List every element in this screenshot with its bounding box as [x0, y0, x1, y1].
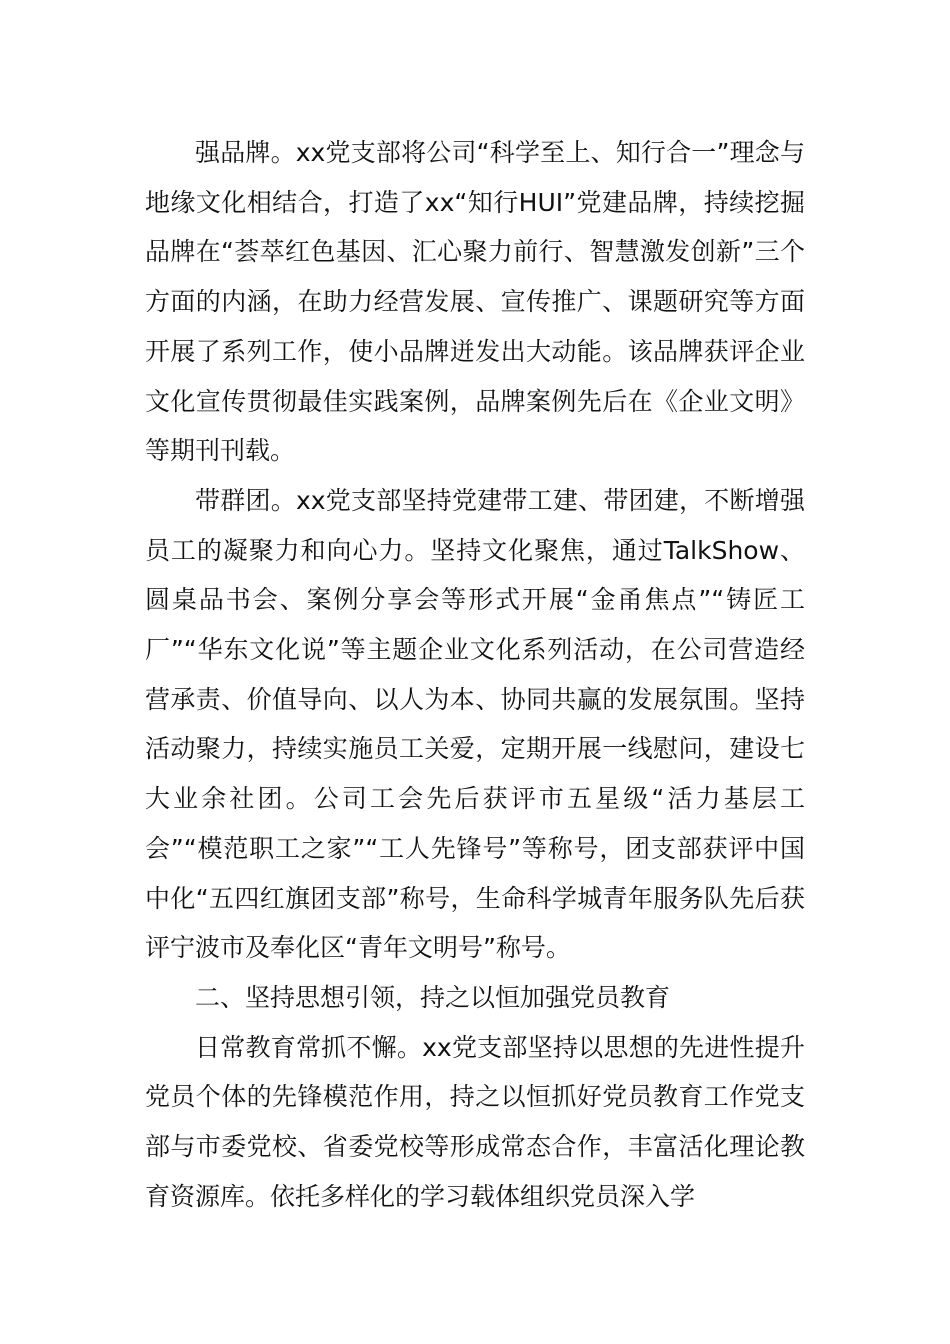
paragraph-brand: 强品牌。xx党支部将公司“科学至上、知行合一”理念与地缘文化相结合，打造了xx“知行HUI”党建品牌，持续挖掘品牌在“荟萃红色基因、汇心聚力前行、智慧激发创新”三个方面的内涵，在助力经营发展、宣传推广、课题研究等方面开展了系列工作，使小品牌迸发出大动能。该品牌获评企业文化宣传贯彻最佳实践案例，品牌案例先后在《企业文明》等期刊刊载。 [145, 138, 805, 466]
paragraph-team: 带群团。xx党支部坚持党建带工建、带团建，不断增强员工的凝聚力和向心力。坚持文化聚焦，通过TalkShow、圆桌品书会、案例分享会等形式开展“金甬焦点”“铸匠工厂”“华东文化说”等主题企业文化系列活动，在公司营造经营承责、价值导向、以人为本、协同共赢的发展氛围。坚持活动聚力，持续实施员工关爱，定期开展一线慰问，建设七大业余社团。公司工会先后获评市五星级“活力基层工会”“模范职工之家”“工人先锋号”等称号，团支部获评中国中化“五四红旗团支部”称号，生命科学城青年服务队先后获评宁波市及奉化区“青年文明号”称号。 [145, 485, 805, 963]
document-body [145, 128, 805, 1221]
section-heading: 二、坚持思想引领，持之以恒加强党员教育 [195, 982, 671, 1012]
paragraph-education: 日常教育常抓不懈。xx党支部坚持以思想的先进性提升党员个体的先锋模范作用，持之以恒抓好党员教育工作党支部与市委党校、省委党校等形成常态合作，丰富活化理论教育资源库。依托多样化的学习载体组织党员深入学 [145, 1032, 805, 1211]
